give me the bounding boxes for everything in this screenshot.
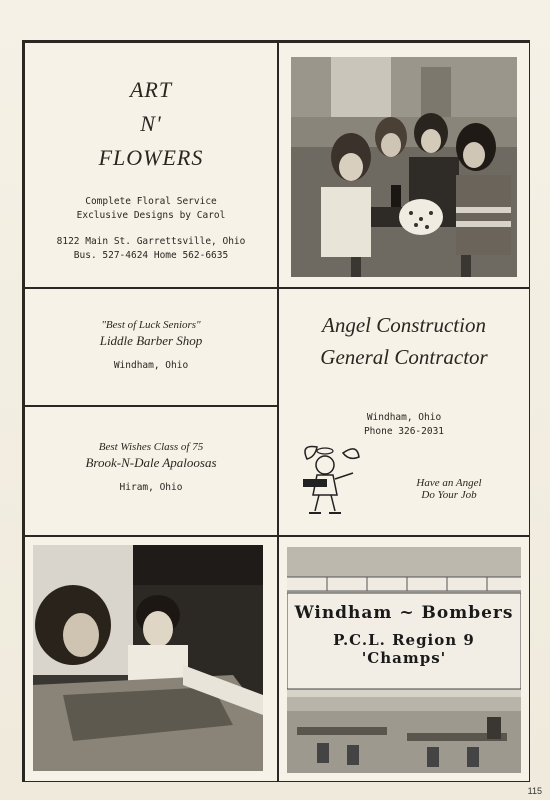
brook-n-dale-name: Brook-N-Dale Apaloosas	[85, 455, 217, 470]
banner-line-pcl-champs: P.C.L. Region 9 'Champs'	[333, 631, 475, 667]
photo-cell-bottom-right	[278, 536, 530, 782]
barber-location: Windham, Ohio	[113, 360, 189, 371]
page-number: 115	[527, 786, 542, 796]
angel-slogan-line-2: Do Your Job	[421, 489, 477, 501]
banner-line-windham-bombers: Windham ~ Bombers	[294, 603, 514, 623]
angel-construction-name: Angel Construction	[322, 313, 486, 337]
students-artwork-photo	[33, 545, 263, 771]
barber-shop-name: Liddle Barber Shop	[99, 333, 203, 348]
general-contractor-label: General Contractor	[320, 345, 488, 369]
angel-slogan-line-1: Have an Angel	[416, 477, 482, 489]
photo-cell-top-right	[278, 42, 530, 288]
address-text: 8122 Main St. Garrettsville, Ohio	[56, 236, 246, 247]
brook-greeting: Best Wishes Class of 75	[98, 441, 204, 453]
art-n-flowers-ad	[24, 42, 278, 288]
brook-location: Hiram, Ohio	[119, 482, 183, 493]
phone-numbers: Bus. 527-4624 Home 562-6635	[73, 250, 229, 261]
liddle-barber-shop-ad	[24, 288, 278, 406]
art-n-flowers-title	[25, 73, 277, 175]
title-line-art: ART	[129, 77, 173, 102]
angel-location: Windham, Ohio	[366, 412, 442, 423]
cafeteria-banner-photo	[287, 547, 521, 773]
students-picnic-photo	[291, 57, 517, 277]
barber-greeting: "Best of Luck Seniors"	[101, 319, 201, 331]
title-line-flowers: FLOWERS	[98, 145, 204, 170]
photo-cell-bottom-left	[24, 536, 278, 782]
angel-cartoon-icon	[295, 439, 365, 519]
angel-construction-ad	[278, 288, 530, 536]
angel-phone: Phone 326-2031	[363, 426, 445, 437]
tagline-exclusive-designs: Exclusive Designs by Carol	[76, 210, 226, 221]
tagline-floral-service: Complete Floral Service	[85, 196, 217, 207]
brook-n-dale-ad	[24, 406, 278, 536]
title-line-n: N'	[140, 111, 162, 136]
